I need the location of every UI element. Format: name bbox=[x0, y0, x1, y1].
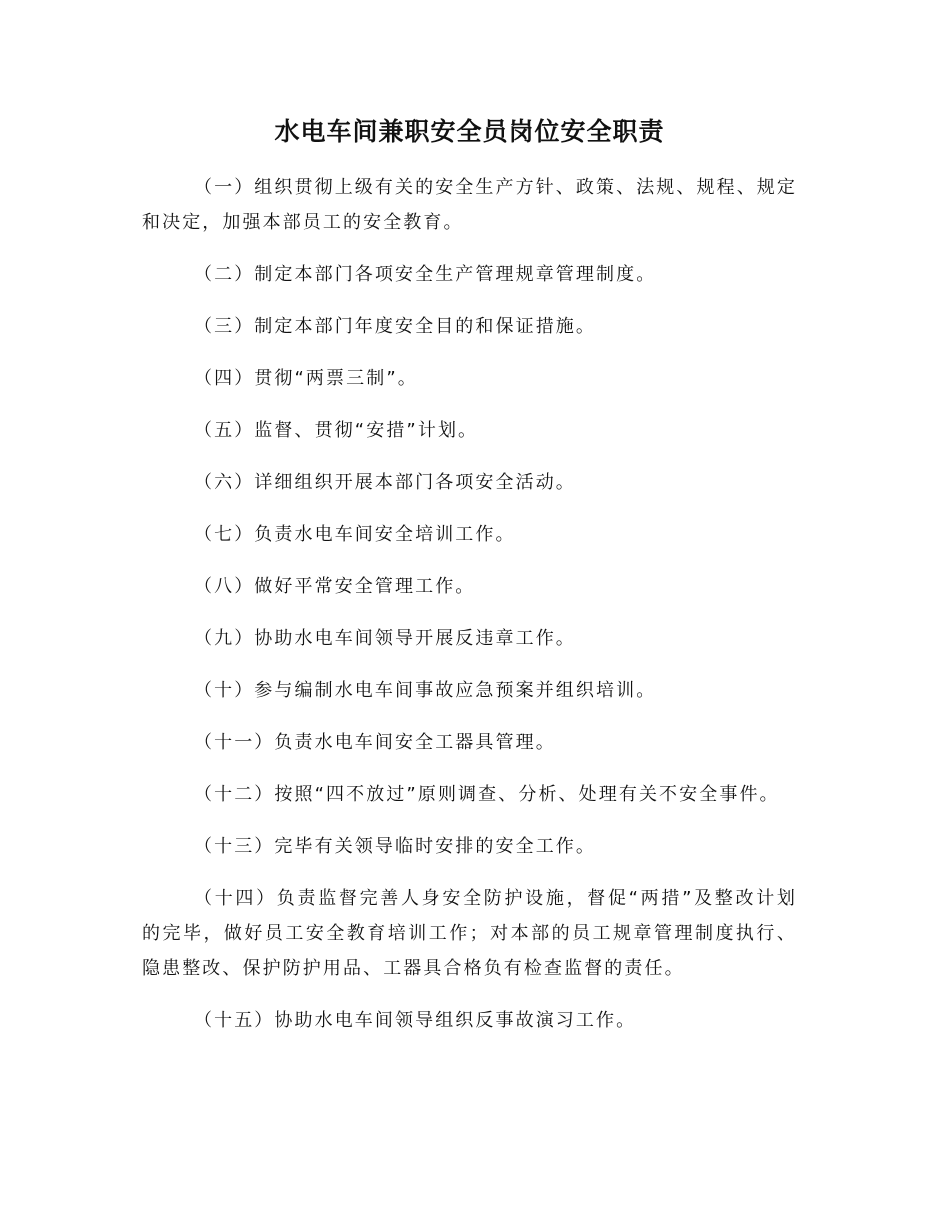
paragraph-8: （八）做好平常安全管理工作。 bbox=[194, 576, 476, 597]
paragraph-11: （十一）负责水电车间安全工器具管理。 bbox=[194, 732, 556, 753]
document-title: 水电车间兼职安全员岗位安全职责 bbox=[274, 117, 665, 146]
paragraph-7: （七）负责水电车间安全培训工作。 bbox=[194, 524, 516, 545]
paragraph-14: （十四）负责监督完善人身安全防护设施，督促“两措”及整改计划的完毕，做好员工安全教育培训工作；对本部的员工规章管理制度执行、隐患整改、保护防护用品、工器具合格负有检查监督的责任。 bbox=[142, 888, 797, 979]
paragraph-10: （十）参与编制水电车间事故应急预案并组织培训。 bbox=[194, 680, 657, 701]
paragraph-15: （十五）协助水电车间领导组织反事故演习工作。 bbox=[194, 1010, 637, 1031]
paragraph-1: （一）组织贯彻上级有关的安全生产方针、政策、法规、规程、规定和决定，加强本部员工的安全教育。 bbox=[142, 177, 797, 233]
paragraph-2: （二）制定本部门各项安全生产管理规章管理制度。 bbox=[194, 264, 657, 285]
paragraph-5: （五）监督、贯彻“安措”计划。 bbox=[194, 420, 479, 441]
paragraph-13: （十三）完毕有关领导临时安排的安全工作。 bbox=[194, 836, 596, 857]
paragraph-6: （六）详细组织开展本部门各项安全活动。 bbox=[194, 472, 576, 493]
document-page bbox=[142, 112, 797, 1055]
paragraph-4: （四）贯彻“两票三制”。 bbox=[194, 368, 418, 389]
paragraph-9: （九）协助水电车间领导开展反违章工作。 bbox=[194, 628, 576, 649]
paragraph-3: （三）制定本部门年度安全目的和保证措施。 bbox=[194, 316, 596, 337]
paragraph-12: （十二）按照“四不放过”原则调查、分析、处理有关不安全事件。 bbox=[194, 784, 780, 805]
